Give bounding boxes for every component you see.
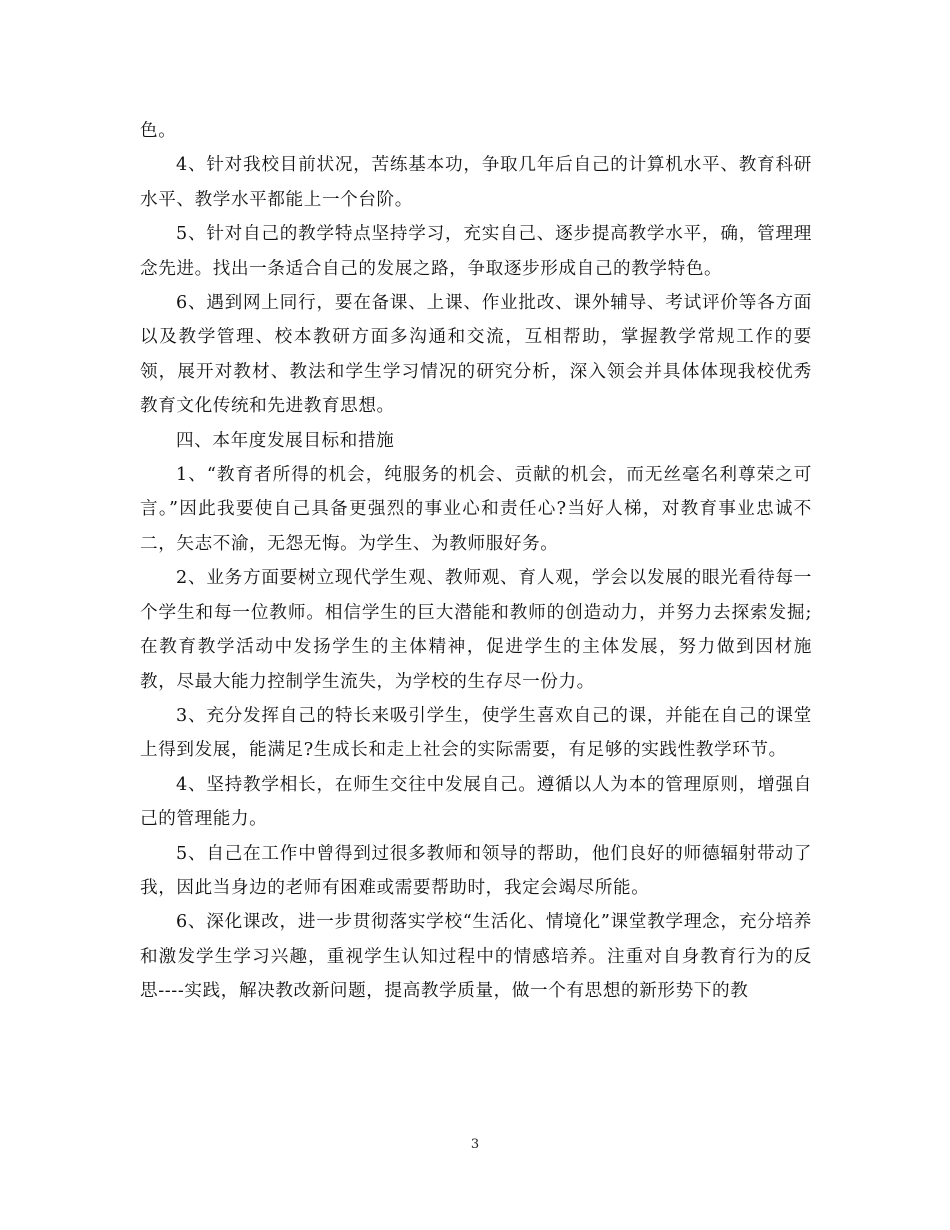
section-heading-annual-goals: 四、本年度发展目标和措施 — [176, 430, 395, 451]
paragraph-goal-2-student-view: 2、业务方面要树立现代学生观、教师观、育人观，学会以发展的眼光看待每一个学生和每一位教师。相信学生的巨大潜能和教师的创造动力，并努力去探索发掘;在教育教学活动中发扬学生的主体精神，促进学生的主体发展，努力做到因材施教，尽最大能力控制学生流失，为学校的生存尽一份力。 — [140, 568, 812, 692]
paragraph-goal-3-strengths: 3、充分发挥自己的特长来吸引学生，使学生喜欢自己的课，并能在自己的课堂上得到发展，能满足?生成长和走上社会的实际需要，有足够的实践性教学环节。 — [140, 705, 812, 761]
paragraph-item-6-peer-communication: 6、遇到网上同行，要在备课、上课、作业批改、课外辅导、考试评价等各方面以及教学管理、校本教研方面多沟通和交流，互相帮助，掌握教学常规工作的要领，展开对教材、教法和学生学习情况的研究分析，深入领会并具体体现我校优秀教育文化传统和先进教育思想。 — [140, 293, 812, 417]
document-body — [140, 114, 812, 1009]
paragraph-goal-5-helping-colleagues: 5、自己在工作中曾得到过很多教师和领导的帮助，他们良好的师德辐射带动了我，因此当身边的老师有困难或需要帮助时，我定会竭尽所能。 — [140, 843, 812, 898]
paragraph-continuation: 色。 — [140, 121, 177, 141]
page-number: 3 — [470, 1137, 480, 1152]
paragraph-goal-4-teaching-growth: 4、坚持教学相长，在师生交往中发展自己。遵循以人为本的管理原则，增强自己的管理能力。 — [140, 774, 812, 830]
paragraph-goal-6-curriculum-reform: 6、深化课改，进一步贯彻落实学校“生活化、情境化”课堂教学理念，充分培养和激发学生学习兴趣，重视学生认知过程中的情感培养。注重对自身教育行为的反思----实践，解决教改新问题，提高教学质量，做一个有思想的新形势下的教 — [140, 912, 812, 1002]
paragraph-item-5-teaching-features: 5、针对自己的教学特点坚持学习，充实自己、逐步提高教学水平，确，管理理念先进。找出一条适合自己的发展之路，争取逐步形成自己的教学特色。 — [140, 224, 812, 279]
paragraph-goal-1-dedication: 1、“教育者所得的机会，纯服务的机会、贡献的机会，而无丝毫名利尊荣之可言。”因此我要使自己具备更强烈的事业心和责任心?当好人梯，对教育事业忠诚不二，矢志不渝，无怨无悔。为学生、为教师服好务。 — [140, 465, 812, 554]
paragraph-item-4-computer-level: 4、针对我校目前状况，苦练基本功，争取几年后自己的计算机水平、教育科研水平、教学水平都能上一个台阶。 — [140, 155, 812, 210]
